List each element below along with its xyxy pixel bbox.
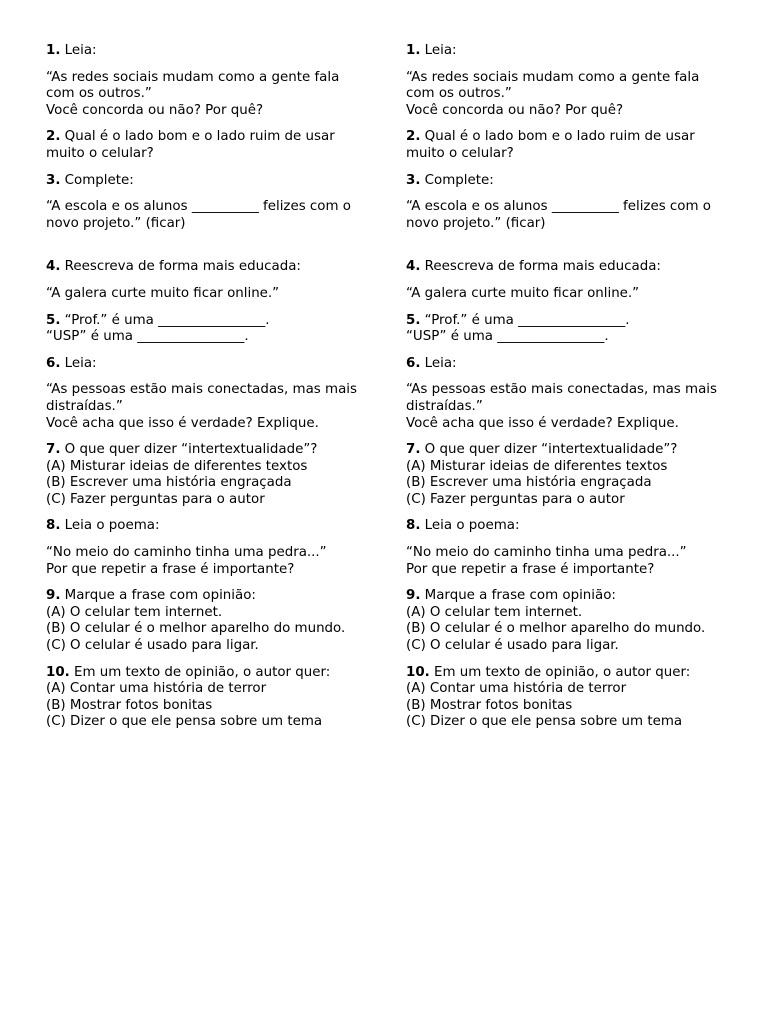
question-text-line: (B) O celular é o melhor aparelho do mundo. bbox=[406, 621, 706, 637]
question-title: Leia: bbox=[424, 43, 457, 58]
question-text-line: “No meio do caminho tinha uma pedra...” bbox=[46, 545, 327, 561]
question-9 bbox=[406, 588, 726, 654]
question-text-line: (B) O celular é o melhor aparelho do mundo. bbox=[46, 621, 346, 637]
question-text-line: (A) O celular tem internet. bbox=[46, 604, 223, 620]
question-heading bbox=[406, 43, 726, 60]
question-text-line: Você concorda ou não? Por quê? bbox=[406, 102, 624, 118]
question-text-line: (C) O celular é usado para ligar. bbox=[46, 638, 259, 654]
question-number: 1. bbox=[406, 43, 421, 58]
question-number: 7. bbox=[406, 442, 421, 458]
question-number: 6. bbox=[46, 355, 61, 371]
question-number: 7. bbox=[46, 442, 61, 458]
question-text-line: (C) Dizer o que ele pensa sobre um tema bbox=[406, 714, 683, 730]
question-heading bbox=[46, 43, 366, 60]
question-text-line: (C) Dizer o que ele pensa sobre um tema bbox=[46, 714, 323, 730]
question-text-line: “USP” é uma ________________. bbox=[406, 329, 609, 345]
question-text-line: Você acha que isso é verdade? Explique. bbox=[406, 415, 679, 431]
question-title: Leia o poema: bbox=[424, 518, 520, 534]
question-heading bbox=[406, 442, 726, 459]
question-heading bbox=[46, 129, 366, 162]
question-text-line: (B) Escrever uma história engraçada bbox=[46, 475, 292, 491]
question-1 bbox=[406, 43, 726, 119]
question-text-line: “As pessoas estão mais conectadas, mas mais distraídas.” bbox=[46, 382, 357, 414]
question-6 bbox=[46, 356, 366, 432]
question-title: O que quer dizer “intertextualidade”? bbox=[424, 442, 678, 458]
question-6 bbox=[406, 356, 726, 432]
question-text-line: (C) O celular é usado para ligar. bbox=[406, 638, 619, 654]
question-5 bbox=[46, 313, 366, 346]
question-text-line: “As redes sociais mudam como a gente fala com os outros.” bbox=[406, 69, 700, 102]
question-text-line: (B) Escrever uma história engraçada bbox=[406, 475, 652, 491]
question-4 bbox=[406, 259, 726, 302]
question-title: Qual é o lado bom e o lado ruim de usar muito o celular? bbox=[406, 129, 695, 161]
question-title: Leia: bbox=[64, 355, 97, 371]
question-heading bbox=[46, 173, 366, 190]
question-number: 3. bbox=[46, 172, 61, 188]
question-text-line: “A galera curte muito ficar online.” bbox=[46, 285, 280, 301]
question-title: Leia: bbox=[424, 355, 457, 371]
question-heading bbox=[406, 356, 726, 373]
question-number: 5. bbox=[46, 312, 61, 328]
question-8 bbox=[46, 518, 366, 578]
question-text-line: “No meio do caminho tinha uma pedra...” bbox=[406, 545, 687, 561]
question-number: 4. bbox=[46, 259, 61, 275]
question-heading bbox=[406, 518, 726, 535]
question-number: 5. bbox=[406, 312, 421, 328]
question-text-line: “As pessoas estão mais conectadas, mas mais distraídas.” bbox=[406, 382, 717, 414]
question-text-line: “A escola e os alunos __________ felizes com o novo projeto.” (ficar) bbox=[46, 199, 351, 231]
question-8 bbox=[406, 518, 726, 578]
question-number: 10. bbox=[406, 664, 430, 680]
question-heading bbox=[406, 665, 726, 682]
question-heading bbox=[46, 356, 366, 373]
question-title: Leia o poema: bbox=[64, 518, 160, 534]
question-heading bbox=[406, 313, 726, 330]
question-text-line: (B) Mostrar fotos bonitas bbox=[46, 697, 213, 713]
question-text-line: Você acha que isso é verdade? Explique. bbox=[46, 415, 319, 431]
question-text-line: “USP” é uma ________________. bbox=[46, 329, 249, 345]
question-text-line: (A) Contar uma história de terror bbox=[406, 681, 627, 697]
question-number: 2. bbox=[46, 129, 61, 145]
question-title: O que quer dizer “intertextualidade”? bbox=[64, 442, 318, 458]
question-5 bbox=[406, 313, 726, 346]
question-title: Marque a frase com opinião: bbox=[424, 588, 616, 604]
question-text-line: (A) Misturar ideias de diferentes textos bbox=[46, 458, 308, 474]
question-text-line: Por que repetir a frase é importante? bbox=[46, 561, 295, 577]
question-number: 9. bbox=[406, 588, 421, 604]
question-7 bbox=[46, 442, 366, 508]
question-text-line: (B) Mostrar fotos bonitas bbox=[406, 697, 573, 713]
question-title: “Prof.” é uma ________________. bbox=[424, 312, 630, 328]
question-text-line: “A escola e os alunos __________ felizes com o novo projeto.” (ficar) bbox=[406, 199, 711, 231]
question-text-line: “As redes sociais mudam como a gente fala com os outros.” bbox=[46, 69, 340, 102]
question-title: Qual é o lado bom e o lado ruim de usar muito o celular? bbox=[46, 129, 335, 161]
question-text-line: (A) Misturar ideias de diferentes textos bbox=[406, 458, 668, 474]
question-number: 4. bbox=[406, 259, 421, 275]
question-number: 8. bbox=[406, 518, 421, 534]
question-heading bbox=[406, 259, 726, 276]
question-text-line: “A galera curte muito ficar online.” bbox=[406, 285, 640, 301]
question-1 bbox=[46, 43, 366, 119]
question-heading bbox=[46, 518, 366, 535]
question-10 bbox=[406, 665, 726, 731]
question-title: Complete: bbox=[424, 172, 494, 188]
question-title: Reescreva de forma mais educada: bbox=[424, 259, 661, 275]
question-title: “Prof.” é uma ________________. bbox=[64, 312, 270, 328]
question-number: 8. bbox=[46, 518, 61, 534]
question-number: 9. bbox=[46, 588, 61, 604]
question-3 bbox=[406, 173, 726, 233]
question-text-line: Por que repetir a frase é importante? bbox=[406, 561, 655, 577]
question-heading bbox=[46, 259, 366, 276]
question-text-line: (C) Fazer perguntas para o autor bbox=[46, 491, 265, 507]
question-heading bbox=[406, 588, 726, 605]
question-heading bbox=[46, 442, 366, 459]
question-title: Em um texto de opinião, o autor quer: bbox=[74, 664, 331, 680]
worksheet-column-left bbox=[46, 43, 366, 741]
question-title: Reescreva de forma mais educada: bbox=[64, 259, 301, 275]
question-number: 10. bbox=[46, 664, 70, 680]
question-heading bbox=[406, 173, 726, 190]
question-title: Complete: bbox=[64, 172, 134, 188]
question-number: 3. bbox=[406, 172, 421, 188]
question-title: Leia: bbox=[64, 43, 97, 58]
worksheet-column-right bbox=[406, 43, 726, 741]
question-heading bbox=[406, 129, 726, 162]
question-text-line: Você concorda ou não? Por quê? bbox=[46, 102, 264, 118]
question-10 bbox=[46, 665, 366, 731]
question-2 bbox=[46, 129, 366, 162]
question-title: Em um texto de opinião, o autor quer: bbox=[434, 664, 691, 680]
question-heading bbox=[46, 665, 366, 682]
question-number: 2. bbox=[406, 129, 421, 145]
question-7 bbox=[406, 442, 726, 508]
question-heading bbox=[46, 313, 366, 330]
question-text-line: (C) Fazer perguntas para o autor bbox=[406, 491, 625, 507]
question-2 bbox=[406, 129, 726, 162]
question-text-line: (A) O celular tem internet. bbox=[406, 604, 583, 620]
question-title: Marque a frase com opinião: bbox=[64, 588, 256, 604]
question-heading bbox=[46, 588, 366, 605]
question-text-line: (A) Contar uma história de terror bbox=[46, 681, 267, 697]
question-4 bbox=[46, 259, 366, 302]
question-9 bbox=[46, 588, 366, 654]
question-number: 1. bbox=[46, 43, 61, 58]
question-3 bbox=[46, 173, 366, 233]
question-number: 6. bbox=[406, 355, 421, 371]
